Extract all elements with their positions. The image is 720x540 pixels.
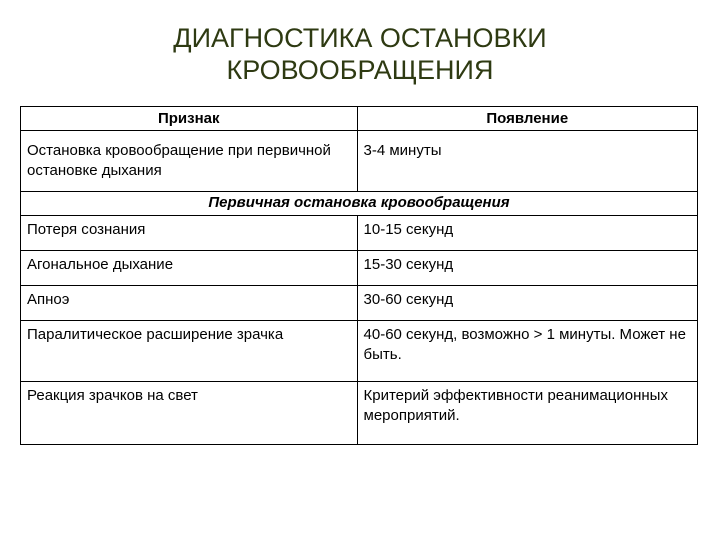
cell-sign: Агональное дыхание [21,251,358,286]
cell-sign: Апноэ [21,286,358,321]
page-title [0,22,720,86]
table-row [21,251,698,286]
table-row [21,321,698,382]
cell-onset: Критерий эффективности реанимационных мероприятий. [357,382,697,445]
cell-sign: Реакция зрачков на свет [21,382,358,445]
diagnostics-table [20,106,698,445]
table-row [21,382,698,445]
table-row [21,286,698,321]
page-title-line-1: ДИАГНОСТИКА ОСТАНОВКИ [173,23,547,53]
cell-onset: 10-15 секунд [357,216,697,251]
section-label: Первичная остановка кровообращения [21,192,698,216]
header-onset: Появление [357,107,697,131]
cell-sign: Потеря сознания [21,216,358,251]
cell-onset: 30-60 секунд [357,286,697,321]
cell-sign: Остановка кровообращение при первичной остановке дыхания [21,131,358,192]
cell-onset: 40-60 секунд, возможно > 1 минуты. Может не быть. [357,321,697,382]
page-title-line-2: КРОВООБРАЩЕНИЯ [226,55,494,85]
cell-onset: 3-4 минуты [357,131,697,192]
header-sign: Признак [21,107,358,131]
table-header-row [21,107,698,131]
section-header-row [21,192,698,216]
table-row [21,131,698,192]
table-row [21,216,698,251]
cell-onset: 15-30 секунд [357,251,697,286]
cell-sign: Паралитическое расширение зрачка [21,321,358,382]
